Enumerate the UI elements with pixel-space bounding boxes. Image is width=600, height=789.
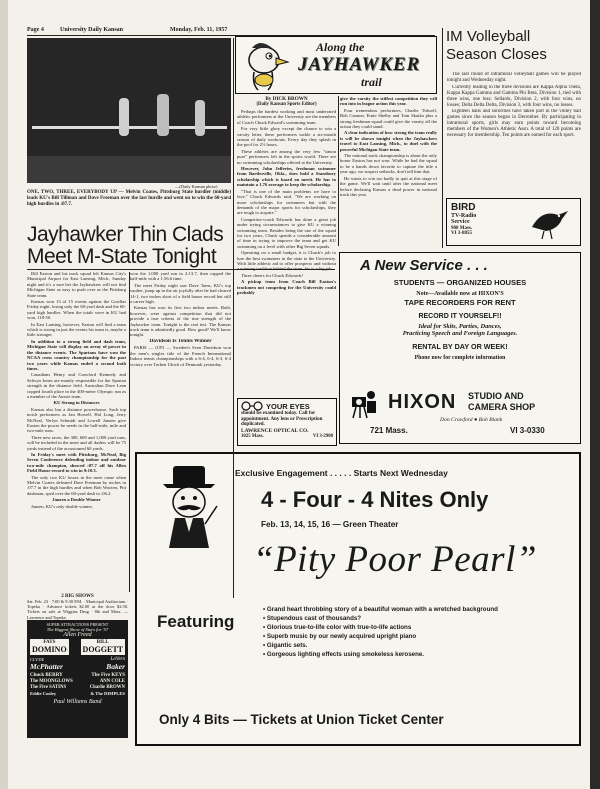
volleyball-headline-2: Season Closes: [446, 46, 547, 63]
baker-text: Baker: [106, 662, 125, 671]
column-p: Perhaps the hardest working and most underrated athletic performers at the University are the members of Coach Chuck Edward's swimming team.: [237, 109, 336, 125]
theater-ad-poster: [27, 620, 128, 738]
lead-col-1: [27, 271, 126, 592]
optical-body: should be examined today. Call for appointment. Any lens or Prescription duplicated.: [241, 411, 323, 428]
lead-col-2: [130, 271, 231, 411]
optical-phone: VI 3-2908: [312, 433, 333, 439]
column-byline-title: (Daily Kansan Sports Editor): [256, 102, 317, 107]
optical-heading: YOUR EYES: [266, 401, 310, 411]
column-p: "That is one of the main problems we have to face," Chuck Edwards said. "We are working on more scholarships for swimmers but with the demands of the major sports for scholarships, they are tough to acquire.": [237, 188, 336, 216]
orchestra-text: Paul Williams Band: [53, 699, 102, 705]
optical-name: LAWRENCE OPTICAL CO.: [241, 427, 309, 434]
column-p: Three cheers for Chuck Edwards!: [241, 272, 303, 278]
column-byline: By DICK BROWN: [265, 96, 308, 102]
lead-subhead: KU Strong in Distances: [53, 400, 100, 406]
optical-address: 1025 Mass.: [241, 433, 264, 439]
scan-left-edge: [0, 0, 8, 789]
lead-p: In East Lansing, however, Easton will find a team which is strong in just the events his team is, maybe a little stronger.: [27, 321, 126, 338]
theater-ad-title: 2 BIG SHOWS: [61, 594, 94, 599]
lead-p: Kansas also has a distance powerhouse. Such top notch performers as Jan Howell, Hal Long, Jerry McNeal, Verlyn Schmidt and Lowell Janzen give Easton the power he needs in the half-mile, mile and two-mile runs.: [27, 406, 126, 434]
column-p: Operating on a small budget, it is Chuck's job to lure the best swimmers in the state to the University. With little athletic aid to offer prospects and without a winning tradition behind the team, his is a big job.: [237, 250, 336, 272]
hixon-ad: [339, 252, 581, 444]
banner-trail: trail: [361, 75, 382, 89]
lead-p: Canadians Henry and Crawford Kennedy and Selwyn Jones are mainly responsible for the Spartan strength in the distance field. Australian Dave Lean copped fourth place in the 400-meter Olympic run as a member of the Aussie team.: [27, 372, 126, 399]
banner-along: Along the: [316, 40, 365, 54]
hixon-people: Don Crawford ● Bob Blank: [440, 417, 503, 423]
column-p: Four tremendous performers, Charlie Tidwell, Bob Cannon, Ernie Shelby and Tom Skutka plus a strong freshman squad could give the varsity all the action they could stand.: [340, 107, 437, 130]
column-right: [340, 96, 437, 248]
play-ad: [135, 452, 581, 746]
scan-right-edge: [590, 0, 600, 789]
lead-p: In addition to a strong field and dash team, Michigan State will display an array of power in the distance events. The Spartans have won the NCAA cross country championship for the past two years while Kansas ended a second both times.: [27, 338, 126, 371]
hixon-uses-2: Practicing Speech and Foreign Languages.: [402, 330, 518, 337]
optical-ad: [237, 398, 337, 446]
photo-runner-1: [119, 98, 129, 136]
chuck-text: Chuck BERRY: [30, 673, 63, 678]
camera-operator-icon: [350, 389, 380, 419]
hixon-uses-1: Ideal for Skits, Parties, Dances,: [418, 323, 502, 330]
doggett-text: DOGGETT: [82, 645, 123, 654]
column-rule: [233, 38, 234, 598]
volleyball-p: Currently leading in the three divisions are Kappa Alpha Theta, Kappa Kappa Gamma and Gamma Phi Beta, Division 1, tied with three wins, one loss; Sellards, Division 2, with four wins, no losses; Delta Delta Delta, Division 3, with four wins, no losses.: [447, 84, 581, 108]
bird-line-1: TV-Radio: [451, 213, 477, 219]
column-rule: [338, 96, 339, 246]
bird-logo-icon: [528, 203, 572, 241]
photo-runner-2: [157, 94, 169, 136]
dimples-text: & The DIMPLES: [90, 691, 125, 696]
moonglows-text: The MOONGLOWS: [30, 679, 73, 684]
paper-name: University Daily Kansan: [60, 27, 124, 33]
hixon-store-2: CAMERA SHOP: [468, 402, 536, 412]
feature-item: • Gigantic sets.: [263, 642, 523, 649]
lead-p: Kansas won 13 of 15 events against the Gorillas Friday night, losing only the 60-yard dash and the 60-yard high hurdles. When the totals were in KU had won, 118-50.: [27, 299, 126, 321]
lead-p: Bill Easton and his track squad left Kansas City's Municipal Airport for East Lansing, Mich., Sunday night and it's a sure bet the Jayhawkers will not find Michigan State as easy to push over as the Pittsburg State team.: [27, 271, 126, 298]
banner-jayhawker: JAYHAWKER: [298, 54, 421, 75]
column-banner: [235, 36, 437, 94]
lead-p: Janzen, KU's only double winner,: [31, 503, 93, 509]
theater-show: The Biggest Show of Stars for '57: [46, 627, 109, 632]
lead-headline-2: Meet M-State Tonight: [27, 245, 217, 268]
bird-ad: [446, 198, 581, 246]
column-p: A clear indication of how strong the team really is will be shown tonight when the Jayhawkers travel to East Lansing, Mich., to duel with the powerful Michigan State team.: [340, 130, 437, 152]
satins-text: The Five SATINS: [30, 685, 67, 690]
feature-item: • Superb music by our newly acquired upright piano: [263, 633, 523, 640]
keys-text: The Five KEYS: [91, 673, 125, 678]
column-p: The national track championship is about the only honor Easton has not won. While he had the squad to be a hands down favorite to capture the title a year ago, we suspect setbacks, don't tell him that.: [340, 153, 437, 175]
lead-p: In Friday's meet with Pittsburg, McNeal, Big Seven Conference defending indoor and outdoor two-mile champion, showed :07.7 off his Allen Field House record to win in 9:10.3.: [27, 452, 126, 474]
play-title: “Pity Poor Pearl”: [253, 539, 537, 580]
bird-line-2: Service: [451, 219, 470, 225]
feature-item: • Glorious true-to-life color with true-to-life actions: [263, 624, 523, 631]
lead-subhead: Janzen a Double Winner: [52, 497, 101, 503]
feature-item: • Grand heart throbbing story of a beautiful woman with a wretched background: [263, 606, 523, 613]
column-p: A pickup team from Coach Bill Easton's trackmen not competing for the University could probably: [237, 279, 336, 295]
hixon-phone-note: Phone now for complete information: [414, 355, 506, 361]
lead-p: The only two KU losses in the meet came when Melvin Coates defeated Dave Freeman by inches in :07.7 in the high hurdles and when Bob Wooten, Pitt dashman, sped over the 60-yard dash in :06.2.: [27, 474, 126, 496]
page-number: Page 4: [27, 27, 44, 33]
lead-p: Three new races, the 300, 600 and 1,000 yard runs, will be included in the meet and all dashes will be 75 yards instead of the accustomed 60 yards.: [27, 434, 126, 451]
play-headline: 4 - Four - 4 Nites Only: [261, 487, 489, 512]
play-featuring: Featuring: [157, 612, 235, 631]
play-features-list: [263, 606, 523, 660]
theater-band: SUPER ATTRACTIONS PRESENT: [46, 622, 109, 627]
mcphatter-text: McPhatter: [30, 662, 63, 671]
villain-caricature-icon: [155, 462, 223, 548]
column-p: For very little glory except the chance to win a varsity letter, these performers tackle a six-month season of daily workouts. Every day they splash in the pool for 2½ hours.: [237, 126, 336, 148]
eyeglasses-icon: [241, 401, 263, 411]
eddie-text: Eddie Cooley: [30, 691, 57, 696]
play-engagement: Exclusive Engagement . . . . . Starts Next Wednesday: [235, 468, 448, 478]
feature-item: • Stupendous cast of thousands?: [263, 615, 523, 622]
hixon-cta: RECORD IT YOURSELF!!: [418, 313, 502, 320]
volleyball-headline-1: IM Volleyball: [446, 28, 531, 45]
theater-starring: Allen Freed: [63, 632, 92, 638]
lead-p: won the 1,000 yard run in 2:13.7, then capped the half-mile with a 1:56.6 time.: [130, 271, 231, 282]
hixon-subtitle: STUDENTS — ORGANIZED HOUSES: [393, 278, 527, 287]
ann-cole-text: ANN COLE: [99, 679, 125, 684]
hixon-store-1: STUDIO AND: [468, 391, 524, 401]
theater-ad-info: Sat. Feb. 23 · 7:00 & 9:30 P.M. · Municipal Auditorium · Topeka · Advance tickets $2.00 at the door $2.50. Tickets on sale at Wiggins Drug · 8th and Mass. — Lawrence and Topeka.: [27, 599, 128, 620]
lavern-text: LaVern: [110, 657, 125, 662]
column-p: Competitor-coach Edwards has done a great job under trying circumstances to give KU a winning swimming team. Besides being the one of the squad for two years, Chuck spends a considerable amount of time in trying to improve the team and get KU swimming on a level with other Big Seven squads.: [237, 216, 336, 249]
hixon-note: Note—Available now at HIXON'S: [416, 291, 504, 297]
play-footer: Only 4 Bits — Tickets at Union Ticket Center: [159, 712, 444, 727]
bird-address: 908 Mass.: [451, 226, 473, 231]
hixon-brand: HIXON: [388, 391, 457, 413]
volleyball-p: Eighteen halls and sororities have taken part in the volley ball games since the season began in December. By participating in intramural sports, girls may earn points toward becoming members of the Women's Athletic Assn. A total of 120 points are necessary for membership. Ten points are earned for each sport.: [447, 109, 581, 139]
column-p: give the varsity the stiffest competition they will run into in league action this year.: [340, 96, 437, 107]
track-photo: [27, 38, 231, 183]
hixon-rent: RENTAL BY DAY OR WEEK!: [412, 342, 508, 351]
fats-text: FATS: [43, 640, 56, 645]
hixon-phone: VI 3-0330: [510, 426, 545, 435]
issue-date: Monday, Feb. 11, 1957: [170, 27, 228, 33]
bird-phone: VI 3-8855: [451, 231, 472, 236]
jayhawk-mascot-icon: [242, 40, 290, 92]
bird-name: BIRD: [451, 202, 476, 213]
lead-headline-1: Jayhawker Thin Clads: [27, 223, 224, 246]
column-rule: [129, 272, 130, 592]
bill-text: BILL: [96, 640, 109, 645]
column-rule: [442, 28, 443, 248]
photo-caption: ONE, TWO, THREE, EVERYBODY UP — Melvin Coates, Pittsburg State hurdler (middle) leads KU's Bill Tillman and Dave Freeman over the last hurdle and went on to win the 60-yard high hurdles in :07.7.: [27, 190, 231, 207]
column-left: [237, 96, 336, 406]
hixon-title: A New Service . . .: [360, 257, 488, 274]
column-p: He wants to win too badly to quit at this stage of the game. We'll wait until after the national meet before declaring Kansas a dead power in national track this year.: [340, 175, 437, 197]
column-p: However, John Jefferies, freshman swimmer from Bartlesville, Okla., does hold a Stansbury scholarship which is based on merit. He has to maintain a 1.76 average to keep the scholarship.: [237, 166, 336, 188]
column-p: These athletes are among the very few "simon pure" performers left in the sports world. There are no swimming scholarships offered at the University.: [237, 148, 336, 165]
hixon-product: TAPE RECORDERS FOR RENT: [404, 298, 516, 307]
photo-runner-3: [195, 100, 205, 136]
play-dates: Feb. 13, 14, 15, 16 — Green Theater: [261, 520, 399, 529]
domino-text: DOMINO: [32, 645, 67, 654]
clyde-text: CLYDE: [30, 657, 45, 662]
photo-credit: —(Daily Kansan photo): [175, 184, 218, 189]
lead-p: The meet Friday night saw Dave Tams, KU's top vaulter, jump up in the air joyfully after he had cleared 14-1, two inches short of a field house record but still a career high.: [130, 282, 231, 305]
theater-ad: [27, 594, 128, 740]
lead-p: PARIS — (UP) — Sweden's Sven Davidson won the men's singles title of the French International Indoor tennis championships with a 6-4, 6-4, 6-3, 6-4 victory over Torben Ulrich of Denmark yesterday.: [130, 345, 231, 367]
volleyball-p: The last round of intramural volleyball games will be played tonight and Wednesday night.: [447, 72, 581, 83]
hixon-address: 721 Mass.: [370, 426, 408, 435]
photo-floor: [27, 156, 231, 183]
tennis-headline: Davidson Is Tennis Winner: [149, 338, 212, 344]
charlie-text: Charlie BROWN: [89, 685, 125, 690]
feature-item: • Gorgeous lighting effects using smokeless kerosene.: [263, 651, 523, 658]
volleyball-body: [447, 72, 581, 194]
lead-p: Kansas has won its first two indoor meets. Both, however, were against competition that did not provide a true criteria of the true strength of the Jayhawker team. Tonight is the real test. The Kansas track team is admittedly good. How good? We'll know tonight.: [130, 305, 231, 338]
